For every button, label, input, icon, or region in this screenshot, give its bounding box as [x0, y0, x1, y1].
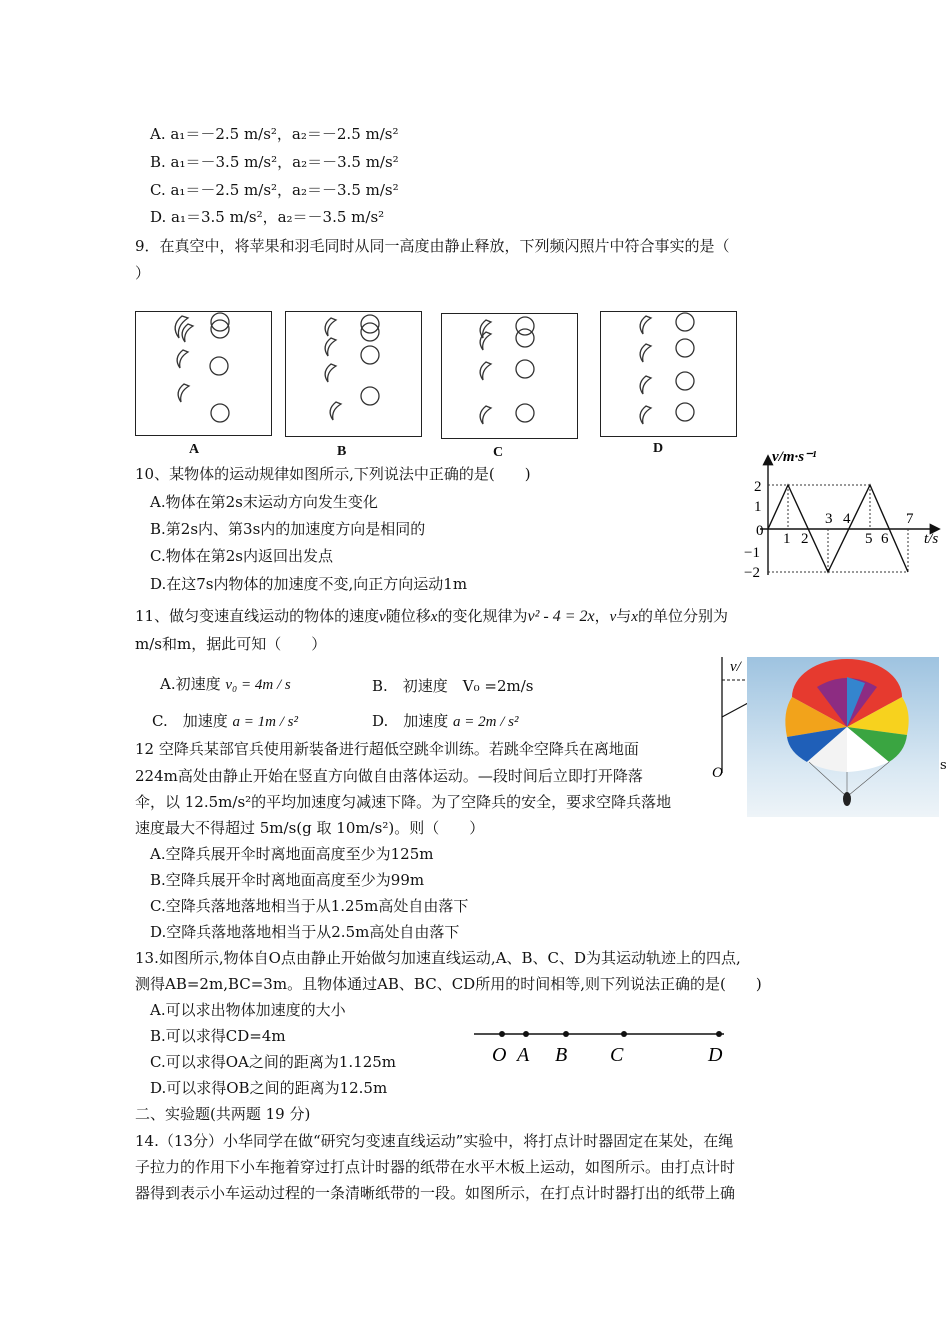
- strobe-label-b: B: [337, 444, 347, 459]
- q11-option-c: [152, 711, 298, 732]
- q12-stem-line3: 伞，以 12.5m/s²的平均加速度匀减速下降。为了空降兵的安全，要求空降兵落地: [135, 793, 672, 811]
- label-b: B: [555, 1044, 568, 1066]
- x-tick-7: 7: [906, 511, 914, 527]
- strobe-image-c: [442, 314, 577, 438]
- t-axis-label: t/s: [924, 531, 939, 547]
- q12-option-a: A.空降兵展开伞时离地面高度至少为125m: [150, 845, 434, 863]
- q11-option-b: B. 初速度 V₀ =2m/s: [372, 677, 534, 695]
- q11-option-a-label: A.初速度: [160, 675, 221, 693]
- q13-stem-line1: 13.如图所示,物体自O点由静止开始做匀加速直线运动,A、B、C、D为其运动轨迹上的四点,: [135, 949, 741, 967]
- q12-stem-line4: 速度最大不得超过 5m/s(g 取 10m/s²)。则（ ）: [135, 819, 485, 837]
- q11-stem-line2: m/s和m，据此可知（ ）: [135, 635, 327, 653]
- q11-stem: [135, 606, 728, 627]
- point-d: [716, 1031, 722, 1037]
- point-b: [563, 1031, 569, 1037]
- strobe-image-a: [136, 312, 271, 435]
- q13-track-diagram: [470, 1024, 730, 1070]
- q8-option-a: A. a₁＝－2.5 m/s²，a₂＝－2.5 m/s²: [150, 125, 399, 143]
- x-tick-6: 6: [881, 531, 889, 547]
- x-tick-4: 4: [843, 511, 851, 527]
- q8-option-c: C. a₁＝－2.5 m/s²，a₂＝－3.5 m/s²: [150, 181, 399, 199]
- y-tick-neg1: −1: [744, 545, 760, 561]
- strobe-label-d: D: [653, 441, 664, 456]
- point-o: [499, 1031, 505, 1037]
- q11-option-d-formula: a = 2m / s²: [453, 714, 519, 730]
- q11-option-c-formula: a = 1m / s²: [232, 714, 298, 730]
- q10-vt-graph: [740, 445, 945, 585]
- q11-stem-part4: ，: [594, 607, 610, 625]
- point-a: [523, 1031, 529, 1037]
- q10-option-a: A.物体在第2s末运动方向发生变化: [150, 493, 378, 511]
- v-axis-label: v/m·s⁻¹: [772, 449, 817, 465]
- point-c: [621, 1031, 627, 1037]
- paratrooper: [843, 792, 851, 806]
- y-tick-neg2: −2: [744, 565, 760, 581]
- q10-option-c: C.物体在第2s内返回出发点: [150, 547, 333, 565]
- q11-option-c-label: C. 加速度: [152, 712, 228, 730]
- q11-var-v: v: [379, 609, 386, 625]
- partial-graph-s-label: s: [940, 758, 947, 773]
- label-a: A: [517, 1044, 530, 1066]
- q12-option-b: B.空降兵展开伞时离地面高度至少为99m: [150, 871, 425, 889]
- label-c: C: [610, 1044, 624, 1066]
- strobe-image-b: [286, 312, 421, 436]
- q12-partial-graph: [712, 655, 752, 780]
- q13-option-c: C.可以求得OA之间的距离为1.125m: [150, 1053, 397, 1071]
- y-tick-2: 2: [754, 479, 762, 495]
- y-tick-0: 0: [756, 523, 764, 539]
- strobe-label-a: A: [189, 442, 200, 457]
- x-tick-2: 2: [801, 531, 809, 547]
- q13-option-b: B.可以求得CD=4m: [150, 1027, 286, 1045]
- q14-stem-line3: 器得到表示小车运动过程的一条清晰纸带的一段。如图所示，在打点计时器打出的纸带上确: [135, 1184, 736, 1202]
- q10-option-d: D.在这7s内物体的加速度不变,向正方向运动1m: [150, 575, 468, 593]
- x-tick-5: 5: [865, 531, 873, 547]
- canopy: [785, 659, 908, 772]
- label-o: O: [492, 1044, 507, 1066]
- q11-stem-part6: 的单位分别为: [637, 607, 728, 625]
- strobe-photo-d: [600, 311, 737, 437]
- q11-option-a: [160, 674, 291, 695]
- partial-graph-v-label: v/: [730, 659, 741, 675]
- q11-option-d-label: D. 加速度: [372, 712, 449, 730]
- q11-var-x2: x: [631, 609, 638, 625]
- q13-option-d: D.可以求得OB之间的距离为12.5m: [150, 1079, 388, 1097]
- q10-stem: 10、某物体的运动规律如图所示,下列说法中正确的是( ): [135, 465, 531, 483]
- q8-option-b: B. a₁＝－3.5 m/s²，a₂＝－3.5 m/s²: [150, 153, 399, 171]
- q8-option-d: D. a₁＝3.5 m/s²，a₂＝－3.5 m/s²: [150, 208, 385, 226]
- label-d: D: [708, 1044, 723, 1066]
- q11-option-a-formula: v₀ = 4m / s: [225, 677, 291, 693]
- strobe-image-d: [601, 312, 736, 436]
- q12-stem-line2: 224m高处由静止开始在竖直方向做自由落体运动。—段时间后立即打开降落: [135, 767, 643, 785]
- q12-stem-line1: 12 空降兵某部官兵使用新装备进行超低空跳伞训练。若跳伞空降兵在离地面: [135, 740, 639, 758]
- q13-option-a: A.可以求出物体加速度的大小: [150, 1001, 346, 1019]
- strobe-photo-c: [441, 313, 578, 439]
- q12-option-d: D.空降兵落地落地相当于从2.5m高处自由落下: [150, 923, 460, 941]
- q11-stem-part3: 的变化规律为: [437, 607, 528, 625]
- section-title: 二、实验题(共两题 19 分): [135, 1105, 311, 1123]
- q14-stem-line1: 14.（13分）小华同学在做“研究匀变速直线运动”实验中，将打点计时器固定在某处，在绳: [135, 1132, 734, 1150]
- strobe-photo-b: [285, 311, 422, 437]
- q11-stem-part5: 与: [616, 607, 632, 625]
- q9-stem: 9．在真空中，将苹果和羽毛同时从同一高度由静止释放，下列频闪照片中符合事实的是（: [135, 237, 730, 255]
- y-tick-1: 1: [754, 499, 762, 515]
- x-tick-3: 3: [825, 511, 833, 527]
- parachute-photo: [747, 657, 939, 817]
- q11-option-d: [372, 711, 519, 732]
- q12-option-c: C.空降兵落地落地相当于从1.25m高处自由落下: [150, 897, 469, 915]
- q11-var-v2: v: [609, 609, 617, 625]
- q9-stem-close: ）: [135, 264, 151, 282]
- x-tick-1: 1: [783, 531, 791, 547]
- q11-stem-part1: 11、做匀变速直线运动的物体的速度: [135, 607, 380, 625]
- q14-stem-line2: 子拉力的作用下小车拖着穿过打点计时器的纸带在水平木板上运动，如图所示。由打点计时: [135, 1158, 736, 1176]
- q11-var-x: x: [430, 609, 438, 625]
- q10-option-b: B.第2s内、第3s内的加速度方向是相同的: [150, 520, 426, 538]
- q13-stem-line2: 测得AB=2m,BC=3m。且物体通过AB、BC、CD所用的时间相等,则下列说法正确的是( ): [135, 975, 762, 993]
- parachute-image: [747, 657, 939, 817]
- strobe-photo-a: [135, 311, 272, 436]
- q11-equation: v² - 4 = 2x: [527, 608, 595, 625]
- partial-graph-origin: O: [712, 765, 723, 780]
- q11-stem-part2: 随位移: [385, 607, 431, 625]
- strobe-label-c: C: [493, 445, 504, 460]
